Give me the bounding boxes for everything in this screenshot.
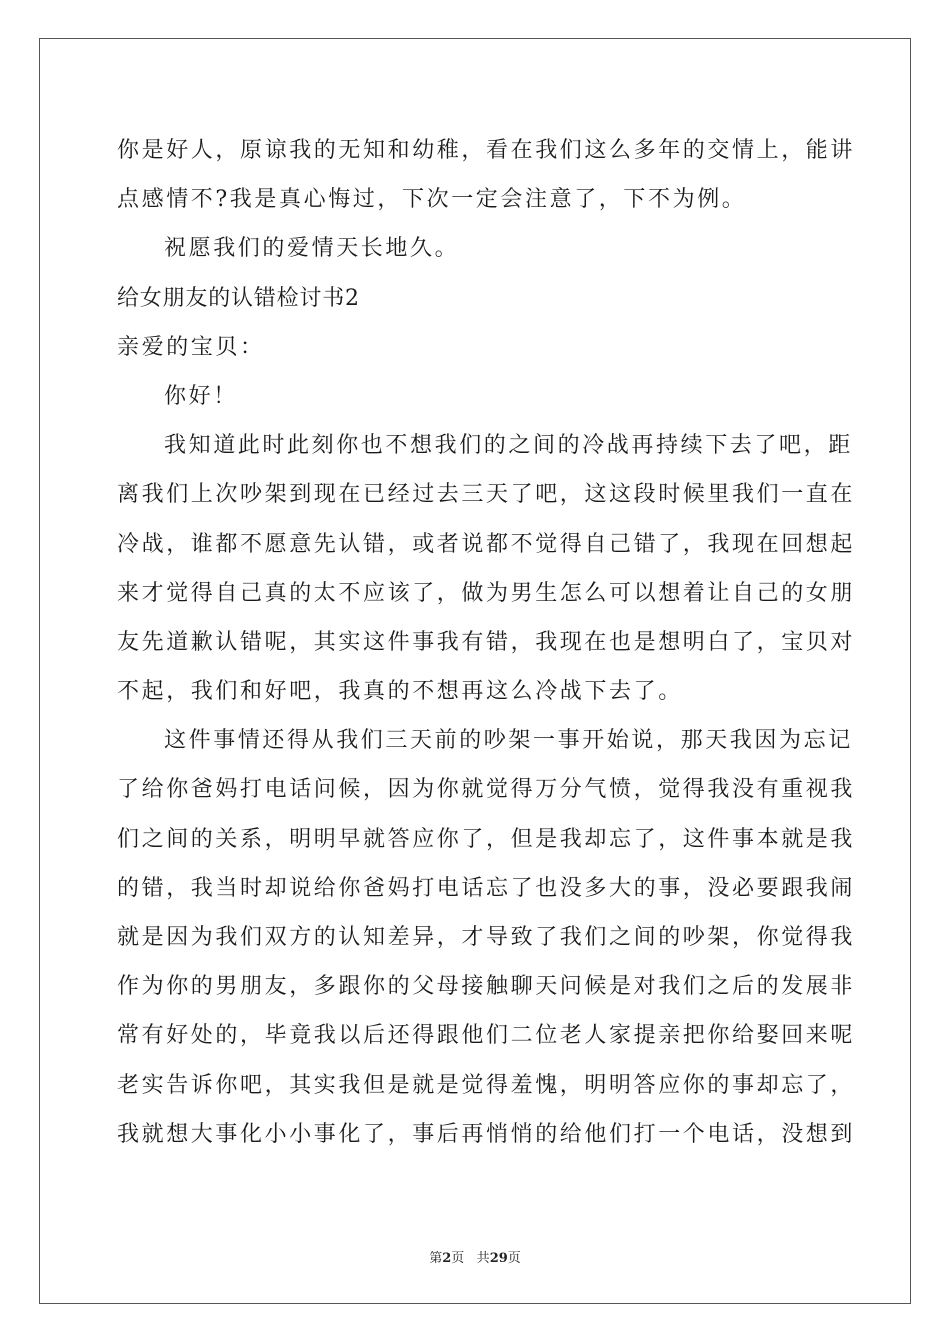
text-line: 不起，我们和好吧，我真的不想再这么冷战下去了。 xyxy=(117,679,683,705)
text-line: 了给你爸妈打电话问候，因为你就觉得万分气愤，觉得我没有重视我 xyxy=(117,777,856,803)
text-line: 作为你的男朋友，多跟你的父母接触聊天问候是对我们之后的发展非 xyxy=(117,974,856,1000)
salutation: 亲爱的宝贝： xyxy=(117,334,265,360)
text-line: 我就想大事化小小事化了，事后再悄悄的给他们打一个电话，没想到 xyxy=(117,1121,856,1147)
footer-page-unit: 页 xyxy=(451,1251,465,1266)
document-body xyxy=(117,126,856,1159)
text-line: 友先道歉认错呢，其实这件事我有错，我现在也是想明白了，宝贝对 xyxy=(117,629,856,655)
text-line: 你是好人，原谅我的无知和幼稚，看在我们这么多年的交情上，能讲 xyxy=(117,138,856,163)
text-line: 祝愿我们的爱情天长地久。 xyxy=(164,236,460,262)
text-line: 这件事情还得从我们三天前的吵架一事开始说，那天我因为忘记 xyxy=(164,728,853,754)
footer-prefix: 第 xyxy=(429,1251,443,1266)
text-line: 离我们上次吵架到现在已经过去三天了吧，这这段时候里我们一直在 xyxy=(117,482,856,508)
text-line: 冷战，谁都不愿意先认错，或者说都不觉得自己错了，我现在回想起 xyxy=(117,531,856,557)
total-pages: 29 xyxy=(489,1251,508,1266)
text-line: 老实告诉你吧，其实我但是就是觉得羞愧，明明答应你的事却忘了， xyxy=(117,1072,856,1098)
text-line: 们之间的关系，明明早就答应你了，但是我却忘了，这件事本就是我 xyxy=(117,826,856,852)
footer-total-prefix: 共 xyxy=(476,1251,490,1266)
text-line: 来才觉得自己真的太不应该了，做为男生怎么可以想着让自己的女朋 xyxy=(117,580,856,606)
text-line: 常有好处的，毕竟我以后还得跟他们二位老人家提亲把你给娶回来呢 xyxy=(117,1023,856,1049)
greeting: 你好！ xyxy=(164,383,238,409)
section-title: 给女朋友的认错检讨书2 xyxy=(117,285,360,311)
text-line: 点感情不?我是真心悔过，下次一定会注意了，下不为例。 xyxy=(117,187,747,213)
text-line: 的错，我当时却说给你爸妈打电话忘了也没多大的事，没必要跟我闹 xyxy=(117,875,856,901)
page-footer xyxy=(0,1247,950,1266)
footer-total-unit: 页 xyxy=(507,1251,521,1266)
text-line: 就是因为我们双方的认知差异，才导致了我们之间的吵架，你觉得我 xyxy=(117,925,856,950)
text-line: 我知道此时此刻你也不想我们的之间的冷战再持续下去了吧，距 xyxy=(164,433,853,459)
page-number: 2 xyxy=(442,1251,452,1266)
